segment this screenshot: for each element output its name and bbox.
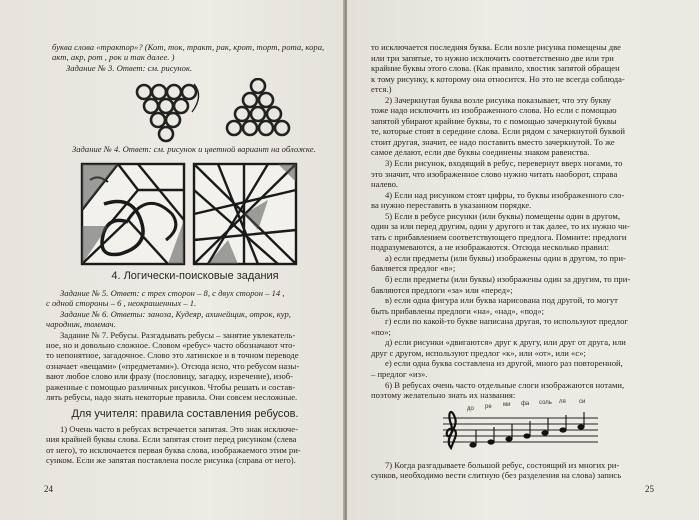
right-body-text bbox=[371, 42, 661, 401]
page-number-left: 24 bbox=[44, 484, 53, 494]
text-line: подразумеваются, а не изображаются. Отсюда несколько правил: bbox=[371, 242, 610, 253]
text-line: налево. bbox=[371, 179, 399, 190]
text-line: г) если по какой-то букве написана другая, то используют предлог bbox=[385, 316, 628, 327]
left-body-text bbox=[46, 288, 329, 402]
text-line: Задание № 5. Ответ: с трех сторон – 8, с двух сторон – 14 , bbox=[60, 288, 285, 298]
text-line: а) если предметы (или буквы) изображены один в другом, то при- bbox=[385, 252, 626, 263]
text-line: в) если одна фигура или буква нарисована под другой, то могут bbox=[385, 295, 618, 306]
text-line: ва нужно переставить в указанном порядке. bbox=[371, 200, 532, 211]
text-line: 4) Если над рисунком стоят цифры, то буквы изображенного сло- bbox=[385, 189, 625, 200]
coin-puzzle-figure bbox=[128, 78, 328, 144]
text-line: ется.) bbox=[371, 84, 392, 95]
text-line: тоже надо исключить из изображенного слова. Но если с помощью bbox=[371, 105, 617, 116]
text-line: – предлог «из». bbox=[371, 368, 428, 379]
text-line: то непонятное, загадочное. Слово это латинское и в точном переводе bbox=[46, 350, 299, 361]
text-line: сунком. Если же запятая поставлена после рисунка (справа от него). bbox=[46, 455, 296, 466]
text-line: означает «вещами» («предметами»). Отсюда ясно, что ребусом назы- bbox=[46, 360, 300, 371]
text-line: д) если рисунки «двигаются» друг к другу, или друг от друга, или bbox=[385, 337, 626, 348]
text-line: от него), то исключается первая буква слова, изображаемого этим ри- bbox=[46, 444, 301, 455]
text-line: это значит, что изображенное слово нужно читать наоборот, справа bbox=[371, 168, 618, 179]
svg-text:фа: фа bbox=[521, 401, 530, 407]
text-line: крайние буквы этого слова. (Как правило, хвостик запятой обращен bbox=[371, 63, 620, 74]
page-number-right: 25 bbox=[645, 484, 654, 494]
text-line: то исключается последняя буква. Если возле рисунка помещены две bbox=[371, 42, 621, 52]
svg-text:до: до bbox=[467, 406, 474, 412]
text-line: б) если предметы (или буквы) изображены один за другим, то при- bbox=[385, 274, 631, 285]
text-line: Задание № 7. Ребусы. Разгадывать ребусы – занятие увлекатель- bbox=[60, 329, 296, 340]
music-notes-figure bbox=[433, 398, 603, 454]
text-line: чародник, томмач. bbox=[46, 319, 116, 330]
text-line: быть прибавлены предлоги «на», «над», «под»; bbox=[371, 305, 545, 316]
text-line: е) если одна буква составлена из другой, много раз повторенной, bbox=[385, 358, 623, 369]
text-line: ное, но и довольно сложное. Словом «ребус» часто обозначают что- bbox=[46, 340, 296, 351]
text-line: ния крайней буквы слова. Если запятая стоит перед рисунком (слева bbox=[46, 434, 297, 445]
text-line: стоит другая, значит, ее надо поставить вместо зачеркнутой. То же bbox=[371, 136, 615, 147]
left-top-text bbox=[52, 42, 327, 73]
text-line: поэтому желательно знать их названия: bbox=[371, 390, 516, 401]
text-line: бавляются предлоги «за» или «перед»; bbox=[371, 284, 513, 295]
text-line: «по»; bbox=[371, 326, 391, 337]
text-line: раженные с помощью различных рисунков. Чтобы решать и состав- bbox=[46, 381, 296, 392]
teacher-heading: Для учителя: правила составления ребусов. bbox=[71, 408, 299, 420]
text-line: к тому рисунку, к которому она относится. Но это не всегда соблюда- bbox=[371, 73, 625, 84]
svg-text:ми: ми bbox=[503, 402, 511, 408]
text-line: бавляется предлог «в»; bbox=[371, 263, 456, 274]
text-line: 1) Очень часто в ребусах встречается запятая. Это знак исключе- bbox=[60, 424, 298, 434]
square-puzzle-figure bbox=[78, 160, 298, 268]
right-page bbox=[347, 0, 699, 520]
text-line: 5) Если в ребусе рисунки (или буквы) помещены один в другом, bbox=[385, 210, 621, 221]
rule1-text bbox=[46, 424, 329, 466]
text-line: лять ребусы, надо знать некоторые правила. Они совсем несложные. bbox=[46, 392, 298, 403]
text-line: с одной стороны – 6 , неокрашенных – 1. bbox=[46, 298, 197, 309]
text-line: один за или перед другим, один у другого и так далее, то их нужно чи- bbox=[371, 221, 630, 232]
text-line: вают любое слово или фразу (пословицу, загадку, изречение), изоб- bbox=[46, 371, 293, 382]
text-line: 6) В ребусах очень часто отдельные слоги изображаются нотами, bbox=[385, 379, 625, 390]
text-line: друг с другом, используют предлог «к», или «от», или «с»; bbox=[371, 347, 586, 358]
text-line: тать с прибавлением соответствующего предлога. Помните: предлоги bbox=[371, 231, 627, 242]
text-line: те, которые стоят в середине слова. Если рядом с зачеркнутой буквой bbox=[371, 126, 626, 137]
text-line: 7) Когда разгадываете большой ребус, состоящий из многих ри- bbox=[385, 460, 620, 470]
text-line: Задание № 3. Ответ: см. рисунок. bbox=[66, 62, 193, 73]
svg-text:соль: соль bbox=[539, 400, 552, 406]
text-line: акт, акр, рот , рок и так далее. ) bbox=[52, 52, 175, 63]
text-line: сунков, необходимо вести слитную (без разделения на слова) запись bbox=[371, 470, 622, 481]
text-line: запятой убирают крайние буквы, то с помощью зачеркнутой буквы bbox=[371, 115, 617, 126]
text-line: 2) Зачеркнутая буква возле рисунка показывает, что эту букву bbox=[385, 94, 611, 105]
svg-text:си: си bbox=[579, 399, 586, 405]
svg-text:ре: ре bbox=[485, 404, 492, 410]
svg-text:ля: ля bbox=[559, 399, 566, 405]
left-page bbox=[0, 0, 345, 520]
section-heading: 4. Логически-поисковые задания bbox=[111, 270, 279, 282]
text-line: Задание № 6. Ответы: заноза, Кудеяр, ахинейщик, отрок, кур, bbox=[60, 308, 291, 319]
right-bottom-text bbox=[371, 460, 661, 481]
text-line: буква слова «трактор»? (Кот, ток, тракт, рак, крот, торт, рота, кора, bbox=[52, 42, 325, 52]
task4-caption: Задание № 4. Ответ: см. рисунок и цветной вариант на обложке. bbox=[72, 144, 316, 154]
text-line: самое делают, если две буквы соединены знаком равенства. bbox=[371, 147, 590, 158]
text-line: 3) Если рисунок, входящий в ребус, перевернут вверх ногами, то bbox=[385, 158, 623, 169]
text-line: или три запятые, то нужно исключить соответственно две или три bbox=[371, 52, 614, 63]
